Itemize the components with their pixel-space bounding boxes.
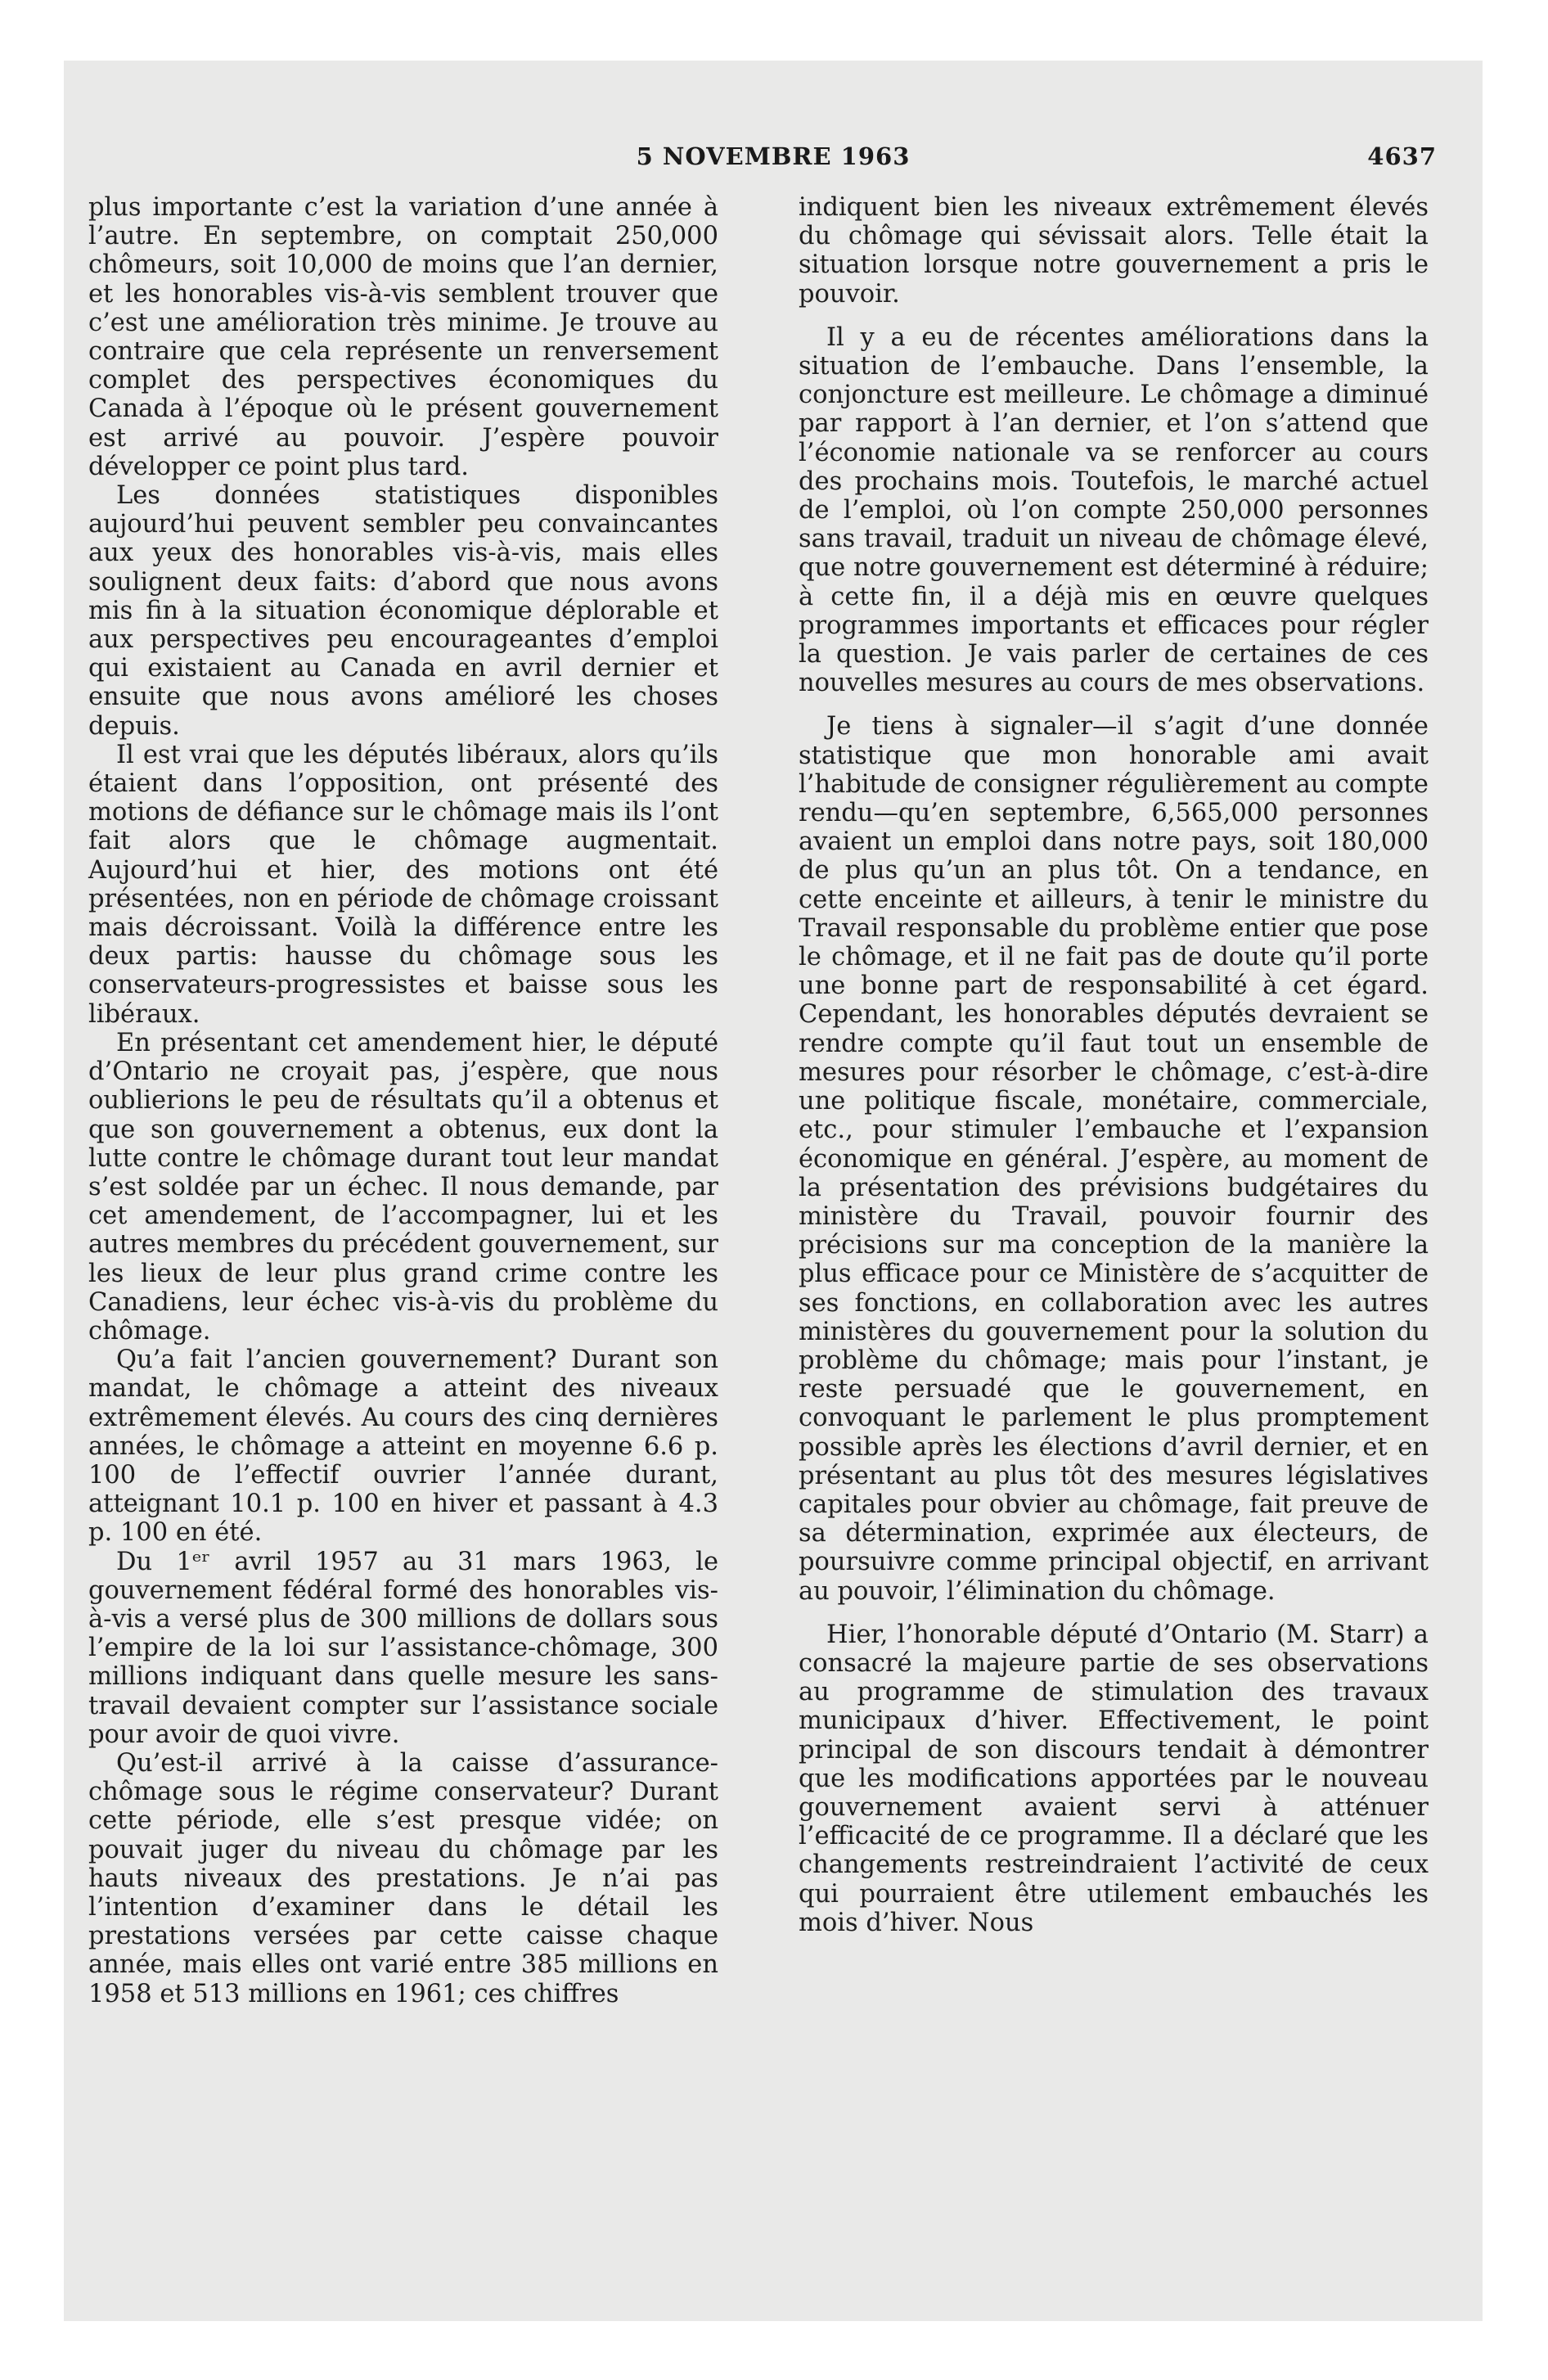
running-header: [64, 142, 1483, 175]
paragraph: Hier, l’honorable député d’Ontario (M. Starr) a consacré la majeure partie de ses observations au programme de stimulation des travaux municipaux d’hiver. Effectivement, le point principal de son discours tendait à démontrer que les modifications apportées par le nouveau gouvernement avaient servi à atténuer l’efficacité de ce programme. Il a déclaré que les changements restreindraient l’activité de ceux qui pourraient être utilement embauchés les mois d’hiver. Nous: [799, 1620, 1429, 1937]
paragraph: Il est vrai que les députés libéraux, alors qu’ils étaient dans l’opposition, ont présenté des motions de défiance sur le chômage mais ils l’ont fait alors que le chômage augmentait. Aujourd’hui et hier, des motions ont été présentées, non en période de chômage croissant mais décroissant. Voilà la différence entre les deux partis: hausse du chômage sous les conservateurs-progressistes et baisse sous les libéraux.: [88, 740, 718, 1029]
paragraph: Qu’a fait l’ancien gouvernement? Durant son mandat, le chômage a atteint des niveaux extrêmement élevés. Au cours des cinq dernières années, le chômage a atteint en moyenne 6.6 p. 100 de l’effectif ouvrier l’année durant, atteignant 10.1 p. 100 en hiver et passant à 4.3 p. 100 en été.: [88, 1346, 718, 1548]
paragraph: plus importante c’est la variation d’une année à l’autre. En septembre, on comptait 250,000 chômeurs, soit 10,000 de moins que l’an dernier, et les honorables vis-à-vis semblent trouver que c’est une amélioration très minime. Je trouve au contraire que cela représente un renversement complet des perspectives économiques du Canada à l’époque où le présent gouvernement est arrivé au pouvoir. J’espère pouvoir développer ce point plus tard.: [88, 193, 718, 481]
paragraph: Les données statistiques disponibles aujourd’hui peuvent sembler peu convaincantes aux yeux des honorables vis-à-vis, mais elles soulignent deux faits: d’abord que nous avons mis fin à la situation économique déplorable et aux perspectives peu encourageantes d’emploi qui existaient au Canada en avril dernier et ensuite que nous avons amélioré les choses depuis.: [88, 481, 718, 741]
document-page: [64, 61, 1483, 2321]
paragraph: indiquent bien les niveaux extrêmement élevés du chômage qui sévissait alors. Telle était la situation lorsque notre gouvernement a pris le pouvoir.: [799, 193, 1429, 309]
paragraph: En présentant cet amendement hier, le député d’Ontario ne croyait pas, j’espère, que nous oublierions le peu de résultats qu’il a obtenus et que son gouvernement a obtenus, eux dont la lutte contre le chômage durant tout leur mandat s’est soldée par un échec. Il nous demande, par cet amendement, de l’accompagner, lui et les autres membres du précédent gouvernement, sur les lieux de leur plus grand crime contre les Canadiens, leur échec vis-à-vis du problème du chômage.: [88, 1028, 718, 1346]
left-column: [88, 193, 718, 2008]
page-number: 4637: [1367, 142, 1437, 170]
scanned-page-background: [64, 61, 1483, 2321]
right-column: [799, 193, 1429, 1937]
paragraph: Du 1ᵉʳ avril 1957 au 31 mars 1963, le gouvernement fédéral formé des honorables vis-à-vis a versé plus de 300 millions de dollars sous l’empire de la loi sur l’assistance-chômage, 300 millions indiquant dans quelle mesure les sans-travail devaient compter sur l’assistance sociale pour avoir de quoi vivre.: [88, 1547, 718, 1749]
paragraph: Qu’est-il arrivé à la caisse d’assurance-chômage sous le régime conservateur? Durant cette période, elle s’est presque vidée; on pouvait juger du niveau du chômage par les hauts niveaux des prestations. Je n’ai pas l’intention d’examiner dans le détail les prestations versées par cette caisse chaque année, mais elles ont varié entre 385 millions en 1958 et 513 millions en 1961; ces chiffres: [88, 1748, 718, 2008]
header-date: 5 NOVEMBRE 1963: [636, 142, 911, 170]
paragraph: Je tiens à signaler—il s’agit d’une donnée statistique que mon honorable ami avait l’habitude de consigner régulièrement au compte rendu—qu’en septembre, 6,565,000 personnes avaient un emploi dans notre pays, soit 180,000 de plus qu’un an plus tôt. On a tendance, en cette enceinte et ailleurs, à tenir le ministre du Travail responsable du problème entier que pose le chômage, et il ne fait pas de doute qu’il porte une bonne part de responsabilité à cet égard. Cependant, les honorables députés devraient se rendre compte qu’il faut tout un ensemble de mesures pour résorber le chômage, c’est-à-dire une politique fiscale, monétaire, commerciale, etc., pour stimuler l’embauche et l’expansion économique en général. J’espère, au moment de la présentation des prévisions budgétaires du ministère du Travail, pouvoir fournir des précisions sur ma conception de la manière la plus efficace pour ce Ministère de s’acquitter de ses fonctions, en collaboration avec les autres ministères du gouvernement pour la solution du problème du chômage; mais pour l’instant, je reste persuadé que le gouvernement, en convoquant le parlement le plus promptement possible après les élections d’avril dernier, et en présentant au plus tôt des mesures législatives capitales pour obvier au chômage, fait preuve de sa détermination, exprimée aux électeurs, de poursuivre comme principal objectif, en arrivant au pouvoir, l’élimination du chômage.: [799, 712, 1429, 1606]
paragraph: Il y a eu de récentes améliorations dans la situation de l’embauche. Dans l’ensemble, la conjoncture est meilleure. Le chômage a diminué par rapport à l’an dernier, et l’on s’attend que l’économie nationale va se renforcer au cours des prochains mois. Toutefois, le marché actuel de l’emploi, où l’on compte 250,000 personnes sans travail, traduit un niveau de chômage élevé, que notre gouvernement est déterminé à réduire; à cette fin, il a déjà mis en œuvre quelques programmes importants et efficaces pour régler la question. Je vais parler de certaines de ces nouvelles mesures au cours de mes observations.: [799, 322, 1429, 698]
